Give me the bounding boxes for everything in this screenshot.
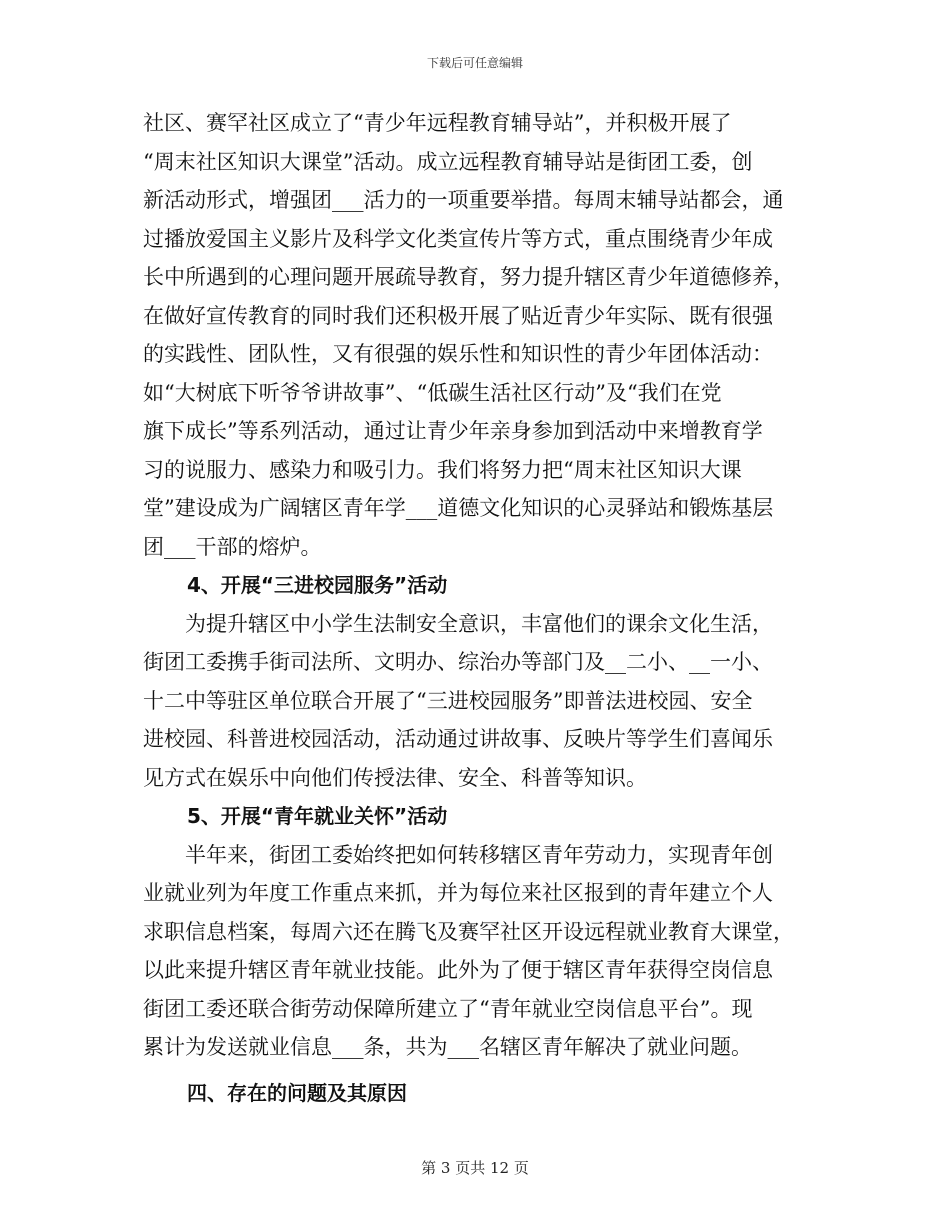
paragraph-line: 为提升辖区中小学生法制安全意识，丰富他们的课余文化生活， xyxy=(185,611,773,636)
paragraph-line: 进校园、科普进校园活动，活动通过讲故事、反映片等学生们喜闻乐 xyxy=(143,727,773,751)
paragraph-line: 见方式在娱乐中向他们传授法律、安全、科普等知识。 xyxy=(143,765,647,790)
paragraph-line: 团___干部的熔炉。 xyxy=(143,534,322,559)
paragraph-line: 街团工委还联合街劳动保障所建立了“青年就业空岗信息平台”。现 xyxy=(143,996,753,1021)
paragraph-line: 求职信息档案，每周六还在腾飞及赛罕社区开设远程就业教育大课堂， xyxy=(143,919,794,944)
paragraph-line: 在做好宣传教育的同时我们还积极开展了贴近青少年实际、既有很强 xyxy=(143,303,773,328)
paragraph-line: 过播放爱国主义影片及科学文化类宣传片等方式，重点围绕青少年成 xyxy=(143,226,773,251)
paragraph-line: 十二中等驻区单位联合开展了“三进校园服务”即普法进校园、安全 xyxy=(143,688,753,713)
paragraph-line: “周末社区知识大课堂”活动。成立远程教育辅导站是街团工委，创 xyxy=(143,149,753,174)
paragraph-line: 的实践性、团队性，又有很强的娱乐性和知识性的青少年团体活动： xyxy=(143,342,773,366)
page-header: 下载后可任意编辑 xyxy=(426,56,523,70)
paragraph-line: 社区、赛罕社区成立了“青少年远程教育辅导站”，并积极开展了 xyxy=(143,111,732,135)
paragraph-line: 街团工委携手街司法所、文明办、综治办等部门及__二小、__一小、 xyxy=(143,650,773,674)
paragraph-line: 业就业列为年度工作重点来抓，并为每位来社区报到的青年建立个人 xyxy=(143,881,773,905)
paragraph-line: 旗下成长”等系列活动，通过让青少年亲身参加到活动中来增教育学 xyxy=(143,419,763,443)
paragraph-line: 堂”建设成为广阔辖区青年学___道德文化知识的心灵驿站和锻炼基层 xyxy=(143,496,774,520)
paragraph-line: 累计为发送就业信息___条，共为___名辖区青年解决了就业问题。 xyxy=(143,1035,752,1059)
page-footer: 第 3 页共 12 页 xyxy=(421,1159,529,1177)
paragraph-line: 习的说服力、感染力和吸引力。我们将努力把“周末社区知识大课 xyxy=(143,457,742,482)
section-heading-4: 4、开展“三进校园服务”活动 xyxy=(187,573,448,597)
spacer xyxy=(143,1067,808,1074)
paragraph-line: 半年来，街团工委始终把如何转移辖区青年劳动力，实现青年创 xyxy=(185,842,773,867)
section-heading-5: 5、开展“青年就业关怀”活动 xyxy=(187,804,448,828)
section-heading-four: 四、存在的问题及其原因 xyxy=(187,1080,407,1105)
document-body xyxy=(143,104,808,1112)
paragraph-line: 长中所遇到的心理问题开展疏导教育，努力提升辖区青少年道德修养， xyxy=(143,265,794,289)
paragraph-line: 新活动形式，增强团___活力的一项重要举措。每周末辅导站都会，通 xyxy=(143,188,784,212)
paragraph-line: 如“大树底下听爷爷讲故事”、“低碳生活社区行动”及“我们在党 xyxy=(143,380,722,405)
paragraph-line: 以此来提升辖区青年就业技能。此外为了便于辖区青年获得空岗信息 xyxy=(143,958,773,982)
